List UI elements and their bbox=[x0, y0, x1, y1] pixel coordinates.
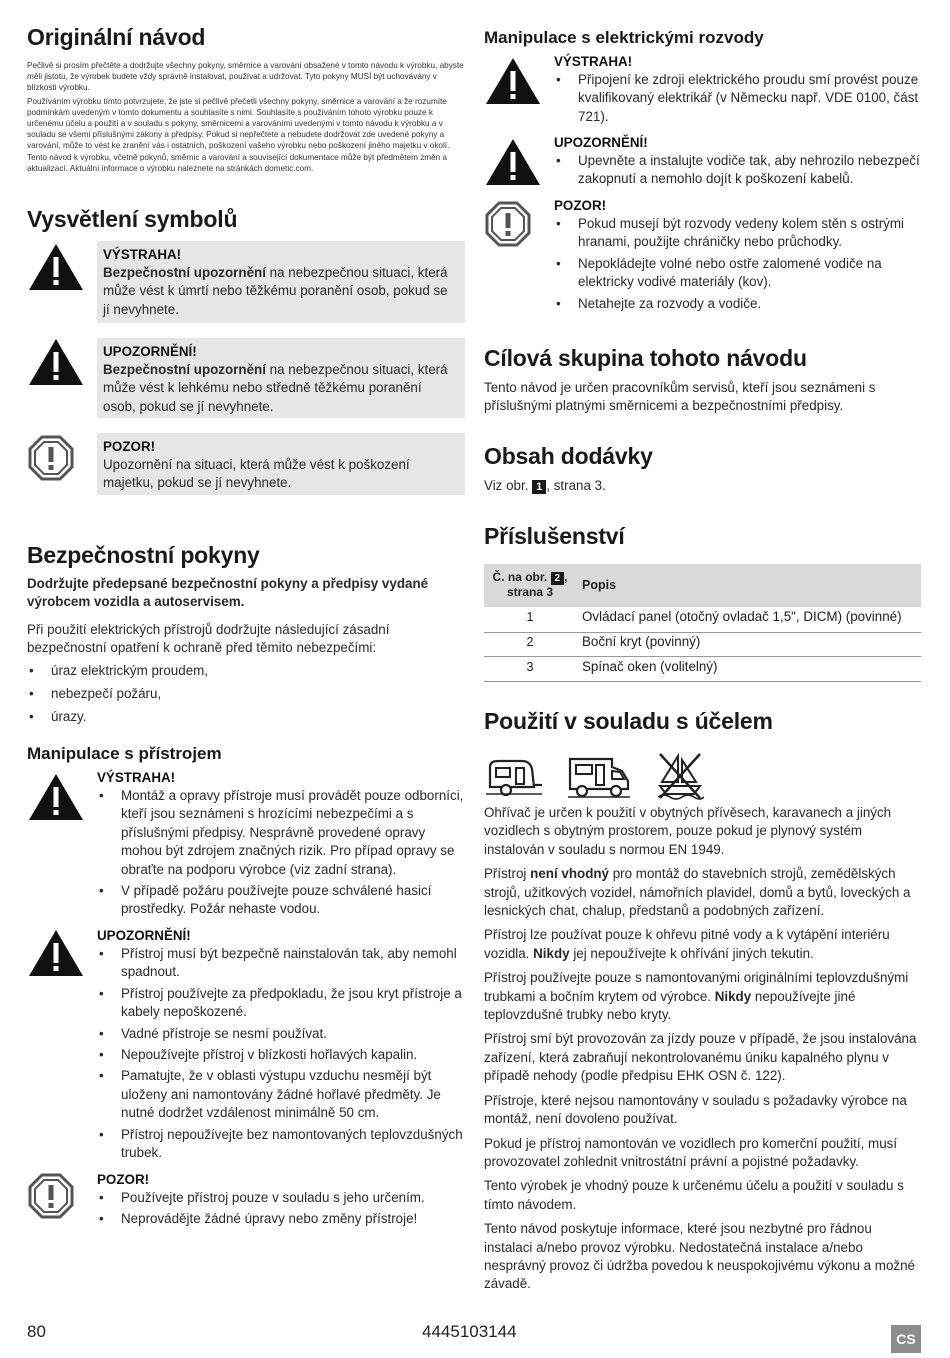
intended-p2 bbox=[484, 865, 921, 920]
symbol-notice-label: POZOR! bbox=[103, 439, 156, 454]
electric-notice-icon bbox=[484, 200, 532, 248]
electric-caution-block bbox=[554, 134, 924, 192]
caravan-icon bbox=[484, 755, 544, 801]
col1-header-b: , bbox=[564, 570, 568, 584]
figure-number-badge: 2 bbox=[551, 572, 565, 585]
symbol-caution-bold: Bezpečnostní upozornění bbox=[103, 362, 266, 377]
device-caution-item: • Přístroj používejte za předpokladu, že jsou kryt přístroje a kabely nepoškozené. bbox=[97, 985, 467, 1022]
electric-notice-label: POZOR! bbox=[554, 198, 607, 213]
safety-intro: Při použití elektrických přístrojů dodržujte následující zásadní bezpečnostní opatření k ochraně před těmito nebezpečími: bbox=[27, 621, 390, 656]
scope-title: Obsah dodávky bbox=[484, 443, 653, 469]
scope-prefix: Viz obr. bbox=[484, 478, 533, 493]
target-title: Cílová skupina tohoto návodu bbox=[484, 345, 807, 371]
electric-caution-list bbox=[554, 152, 924, 189]
intended-p1: Ohřívač je určen k použití v obytných přívěsech, karavanech a jiných vozidlech s obytným prostorem, pouze pokud je plynový systém instalován v souladu s normou EN 1949. bbox=[484, 805, 892, 857]
safety-section bbox=[27, 575, 457, 730]
symbol-caution-box bbox=[97, 338, 465, 418]
electric-caution-icon bbox=[484, 137, 542, 187]
warning-triangle-icon bbox=[27, 242, 85, 292]
target-text: Tento návod je určen pracovníkům servisů, kteří jsou seznámeni s příslušnými platnými směrnicemi a bezpečnostními předpisy. bbox=[484, 380, 876, 414]
original-p2: Používáním výrobku tímto potvrzujete, že jste si pečlivě přečetli všechny pokyny, směrnice a varování a že rozumíte podmínkám uvedeným v tomto dokumentu a souhlasíte s nimi. Souhlasíte s používáním tohoto výrobku pouze k určenému účelu a použití a v souladu s pokyny, směrnicemi a varováními uvedenými v tomto návodu k výrobku a v souladu se všemi příslušnými zákony a předpisy. Pokud si nepřečtete a nebudete dodržovat zde uvedené pokyny a varování, může to vést ke zranění vás i ostatních, poškození vašeho výrobku nebo poškození jiného majetku v okolí. Tento návod k výrobku, včetně pokynů, směrnic a varování a související dokumentace může být předmětem změn a aktualizací. Aktuální informace o výrobku naleznete na stránkách dometic.com. bbox=[27, 96, 450, 173]
accessory-num: 1 bbox=[526, 610, 534, 624]
device-caution-list bbox=[97, 945, 467, 1162]
device-warning-block bbox=[97, 769, 467, 922]
caution-triangle-icon bbox=[27, 337, 85, 387]
hazard-item: • úrazy. bbox=[27, 708, 457, 726]
intended-p3-bold: Nikdy bbox=[533, 945, 570, 961]
intended-p4-a: Přístroj používejte pouze s namontovanými originálními teplovzdušnými trubkami a bočním krytem od výrobce. bbox=[484, 970, 909, 1004]
device-warning-item: • V případě požáru používejte pouze schválené hasicí prostředky. Požár nehaste vodou. bbox=[97, 882, 467, 919]
device-notice-item: • Používejte přístroj pouze v souladu s jeho určením. bbox=[97, 1189, 467, 1207]
hazard-item: • úraz elektrickým proudem, bbox=[27, 662, 457, 680]
intended-p4 bbox=[484, 969, 921, 1024]
symbol-notice-text: Upozornění na situaci, která může vést k poškození majetku, pokud se jí nevyhnete. bbox=[103, 457, 410, 491]
table-divider bbox=[484, 681, 921, 682]
accessory-num: 2 bbox=[526, 635, 534, 649]
electric-notice-item: • Pokud musejí být rozvody vedeny kolem stěn s ostrými hranami, použijte chráničky nebo průchodky. bbox=[554, 215, 924, 252]
intended-p5: Přístroj smí být provozován za jízdy pouze v případě, že jsou instalována zařízení, která zabraňují nekontrolovanému úniku kapalného plynu v případě nehody (podle předpisu EHK OSN č. 122). bbox=[484, 1031, 917, 1084]
intended-p2-a: Přístroj bbox=[484, 866, 531, 882]
electric-warning-block bbox=[554, 53, 924, 129]
electric-warning-item: • Připojení ke zdroji elektrického proudu smí provést pouze kvalifikovaný elektrikář (v Německu např. VDE 0100, část 721). bbox=[554, 71, 924, 126]
electric-notice-list bbox=[554, 215, 924, 313]
electric-warning-label: VÝSTRAHA! bbox=[554, 54, 633, 69]
electric-title: Manipulace s elektrickými rozvody bbox=[484, 28, 764, 47]
intended-p4-b: nepoužívejte jiné teplovzdušné trubky nebo kryty. bbox=[484, 988, 856, 1023]
symbol-notice-box bbox=[97, 433, 465, 495]
intended-p6: Přístroje, které nejsou namontovány v souladu s požadavky výrobce na montáž, není dovoleno používat. bbox=[484, 1092, 907, 1127]
scope-suffix: , strana 3. bbox=[546, 478, 606, 493]
intended-p7: Pokud je přístroj namontován ve vozidlech pro komerční použití, musí provozovatel zohlednit vnitrostátní právní a pojistné požadavky. bbox=[484, 1135, 898, 1169]
language-badge: CS bbox=[891, 1325, 921, 1353]
device-warning-label: VÝSTRAHA! bbox=[97, 770, 176, 785]
no-boat-icon bbox=[656, 750, 704, 800]
device-warning-item: • Montáž a opravy přístroje musí provádět pouze odborníci, kteří jsou seznámeni s hrozícími nebezpečími a s příslušnými předpisy. Nesprávně provedené opravy mohou být zdrojem značných rizik. Pro případ opravy se obraťte na podporu výrobce (viz zadní strana). bbox=[97, 787, 467, 879]
electric-caution-label: UPOZORNĚNÍ! bbox=[554, 135, 648, 150]
device-notice-label: POZOR! bbox=[97, 1172, 150, 1187]
intended-p9: Tento návod poskytuje informace, které jsou nezbytné pro řádnou instalaci a/nebo provoz výrobku. Nedostatečná instalace a/nebo nesprávný provoz či údržba povedou k neuspokojivému výkonu a možné závadě. bbox=[484, 1221, 915, 1292]
hazard-item: • nebezpečí požáru, bbox=[27, 685, 457, 703]
device-caution-item: • Přístroj musí být bezpečně nainstalován tak, aby nemohl spadnout. bbox=[97, 945, 467, 982]
device-caution-item: • Vadné přístroje se nesmí používat. bbox=[97, 1025, 467, 1043]
intended-p3-b: jej nepoužívejte k ohřívání jiných tekutin. bbox=[569, 945, 814, 961]
accessory-desc: Boční kryt (povinný) bbox=[582, 634, 701, 649]
device-caution-item: • Nepoužívejte přístroj v blízkosti hořlavých kapalin. bbox=[97, 1046, 467, 1064]
electric-warning-list bbox=[554, 71, 924, 126]
device-caution-item: • Přístroj nepoužívejte bez namontovaných teplovzdušných trubek. bbox=[97, 1126, 467, 1163]
intended-p2-b: pro montáž do stavebních strojů, zemědělských strojů, užitkových vozidel, námořních plavidel, domů a bytů, loveckých a lesnických chat, chalup, předstanů a podobných zařízení. bbox=[484, 866, 911, 919]
motorhome-icon bbox=[566, 753, 632, 801]
electric-notice-item: • Nepokládejte volné nebo ostře zalomené vodiče na elektricky vodivé materiály (kov). bbox=[554, 255, 924, 292]
device-title: Manipulace s přístrojem bbox=[27, 744, 222, 763]
intended-p8: Tento výrobek je vhodný pouze k určenému účelu a použití v souladu s tímto návodem. bbox=[484, 1178, 904, 1212]
symbol-warning-bold: Bezpečnostní upozornění bbox=[103, 265, 266, 280]
document-number: 4445103144 bbox=[422, 1322, 517, 1341]
scope-text bbox=[484, 477, 606, 495]
accessory-num: 3 bbox=[526, 660, 534, 674]
original-title: Originální návod bbox=[27, 24, 206, 50]
intended-p2-bold: není vhodný bbox=[530, 866, 610, 882]
accessory-desc: Ovládací panel (otočný ovladač 1,5", DICM) (povinné) bbox=[582, 609, 902, 624]
device-caution-label: UPOZORNĚNÍ! bbox=[97, 928, 191, 943]
symbol-warning-label: VÝSTRAHA! bbox=[103, 247, 182, 262]
accessory-desc: Spínač oken (volitelný) bbox=[582, 659, 718, 674]
symbol-caution-label: UPOZORNĚNÍ! bbox=[103, 344, 197, 359]
symbol-caution-text: na nebezpečnou situaci, která může vést k lehkému nebo středně těžkému poranění osob, pokud se jí nevyhnete. bbox=[103, 362, 448, 414]
figure-number-badge: 1 bbox=[532, 480, 546, 494]
symbol-warning-box bbox=[97, 241, 465, 323]
page-number: 80 bbox=[27, 1322, 46, 1341]
device-warning-icon bbox=[27, 772, 85, 822]
accessories-col2-header: Popis bbox=[582, 578, 617, 592]
symbol-warning-text: na nebezpečnou situaci, která může vést k úmrtí nebo těžkému poranění osob, pokud se jí nevyhnete. bbox=[103, 265, 448, 317]
intended-text bbox=[484, 804, 921, 1294]
col1-header-c: strana 3 bbox=[506, 585, 554, 599]
col1-header-a: Č. na obr. bbox=[492, 570, 551, 584]
table-divider bbox=[484, 656, 921, 657]
safety-lead: Dodržujte předepsané bezpečnostní pokyny a předpisy vydané výrobcem vozidla a autoservisem. bbox=[27, 576, 429, 610]
intended-p4-bold: Nikdy bbox=[714, 988, 752, 1004]
device-warning-list bbox=[97, 787, 467, 919]
electric-caution-item: • Upevněte a instalujte vodiče tak, aby nehrozilo nebezpečí zakopnutí a nemohlo dojít k poškození kabelů. bbox=[554, 152, 924, 189]
original-text bbox=[27, 60, 467, 176]
device-notice-item: • Neprovádějte žádné úpravy nebo změny přístroje! bbox=[97, 1210, 467, 1228]
symbols-title: Vysvětlení symbolů bbox=[27, 206, 238, 232]
electric-notice-item: • Netahejte za rozvody a vodiče. bbox=[554, 295, 924, 313]
safety-title: Bezpečnostní pokyny bbox=[27, 542, 260, 568]
device-caution-item: • Pamatujte, že v oblasti výstupu vzduchu nesmějí být uloženy ani namontovány žádné hořlavé předměty. Je nutné dodržet vzdálenost minimálně 50 cm. bbox=[97, 1067, 467, 1122]
intended-title: Použití v souladu s účelem bbox=[484, 708, 773, 734]
electric-notice-block bbox=[554, 197, 924, 316]
notice-octagon-icon bbox=[27, 434, 75, 482]
table-divider bbox=[484, 632, 921, 633]
device-caution-block bbox=[97, 927, 467, 1165]
intended-p3 bbox=[484, 926, 921, 963]
device-notice-list bbox=[97, 1189, 467, 1229]
original-p1: Pečlivě si prosím přečtěte a dodržujte všechny pokyny, směrnice a varování obsažené v tomto návodu k výrobku, abyste měli jistotu, že výrobek budete vždy správně instalovat, používat a udržovat. Tyto pokyny MUSÍ být uchovávány v blízkosti výrobku. bbox=[27, 61, 464, 93]
device-notice-icon bbox=[27, 1172, 75, 1220]
electric-warning-icon bbox=[484, 56, 542, 106]
accessories-title: Příslušenství bbox=[484, 523, 625, 549]
accessories-col1-header bbox=[484, 570, 576, 600]
device-caution-icon bbox=[27, 928, 85, 978]
hazards-list bbox=[27, 662, 457, 727]
intended-p3-a: Přístroj lze používat pouze k ohřevu pitné vody a k vytápění interiéru vozidla. bbox=[484, 927, 890, 961]
device-notice-block bbox=[97, 1171, 467, 1232]
